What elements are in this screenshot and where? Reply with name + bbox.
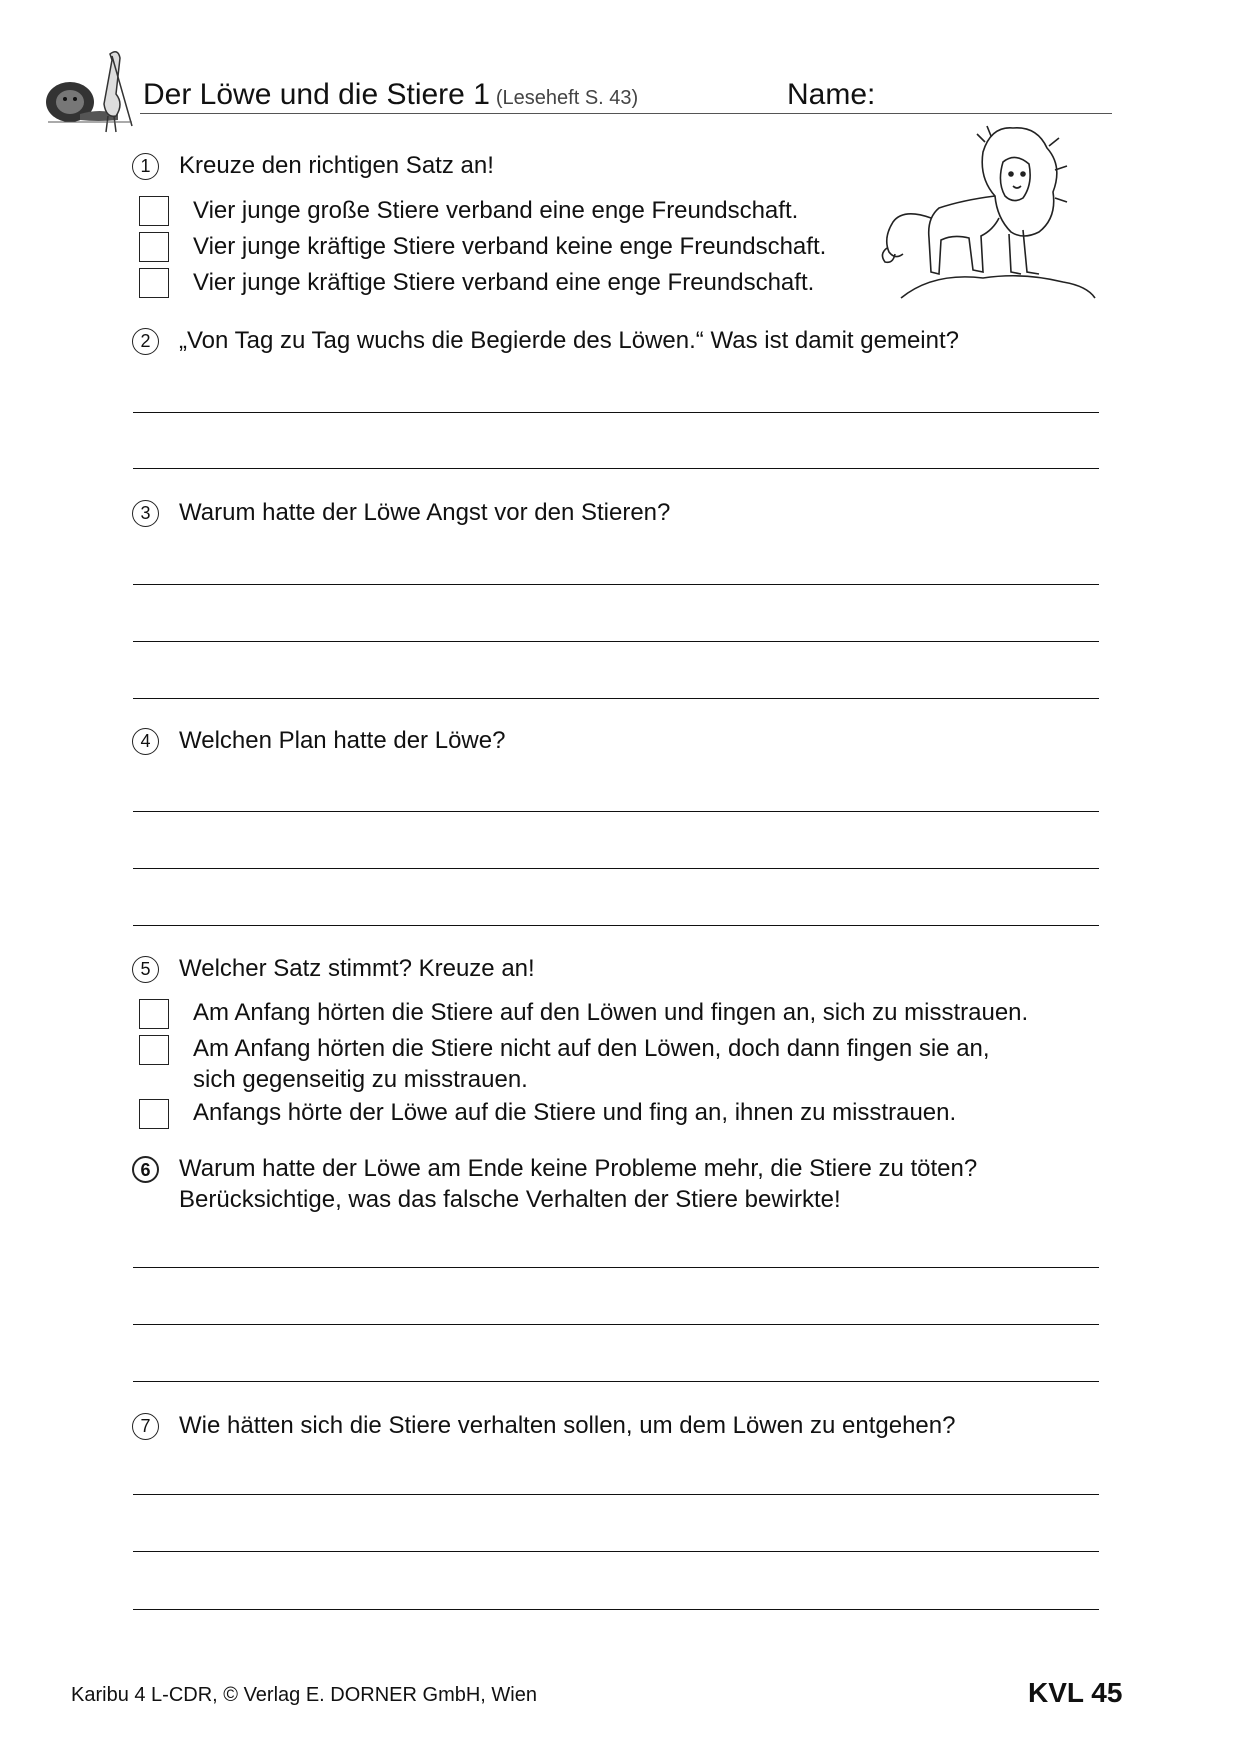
answer-line[interactable] (133, 584, 1099, 585)
question-3-text: Warum hatte der Löwe Angst vor den Stieren? (179, 499, 671, 526)
question-1-text: Kreuze den richtigen Satz an! (179, 152, 494, 179)
question-number-1: 1 (132, 153, 159, 180)
q5-option-2-checkbox[interactable] (139, 1035, 169, 1065)
question-number-6: 6 (132, 1156, 159, 1183)
q5-option-3-checkbox[interactable] (139, 1099, 169, 1129)
question-6-text-line2: Berücksichtige, was das falsche Verhalten der Stiere bewirkte! (179, 1186, 841, 1213)
name-label: Name: (787, 78, 876, 111)
question-number-7: 7 (132, 1413, 159, 1440)
answer-line[interactable] (133, 811, 1099, 812)
footer-page-code: KVL 45 (1028, 1677, 1123, 1708)
question-number-4: 4 (132, 728, 159, 755)
question-4-text: Welchen Plan hatte der Löwe? (179, 727, 506, 754)
q1-option-1-label: Vier junge große Stiere verband eine enge Freundschaft. (193, 197, 799, 224)
answer-line[interactable] (133, 698, 1099, 699)
answer-line[interactable] (133, 641, 1099, 642)
q1-option-3-label: Vier junge kräftige Stiere verband eine enge Freundschaft. (193, 269, 815, 296)
q5-option-1-checkbox[interactable] (139, 999, 169, 1029)
worksheet-title (143, 78, 638, 112)
answer-line[interactable] (133, 1381, 1099, 1382)
q1-option-2-label: Vier junge kräftige Stiere verband keine enge Freundschaft. (193, 233, 827, 260)
title-text: Der Löwe und die Stiere 1 (143, 78, 490, 111)
answer-line[interactable] (133, 925, 1099, 926)
answer-line[interactable] (133, 1324, 1099, 1325)
q5-option-2-label-cont: sich gegenseitig zu misstrauen. (193, 1066, 528, 1093)
q1-option-3-checkbox[interactable] (139, 268, 169, 298)
q5-option-2-label: Am Anfang hörten die Stiere nicht auf den Löwen, doch dann fingen sie an, (193, 1035, 990, 1062)
question-number-2: 2 (132, 328, 159, 355)
answer-line[interactable] (133, 868, 1099, 869)
footer-copyright: Karibu 4 L-CDR, © Verlag E. DORNER GmbH, Wien (71, 1684, 537, 1706)
q1-option-1-checkbox[interactable] (139, 196, 169, 226)
answer-line[interactable] (133, 1551, 1099, 1552)
title-subtitle: (Leseheft S. 43) (495, 87, 639, 109)
q5-option-3-label: Anfangs hörte der Löwe auf die Stiere und fing an, ihnen zu misstrauen. (193, 1099, 957, 1126)
question-6-text: Warum hatte der Löwe am Ende keine Probleme mehr, die Stiere zu töten? (179, 1155, 978, 1182)
answer-line[interactable] (133, 1494, 1099, 1495)
question-2-text: „Von Tag zu Tag wuchs die Begierde des Löwen.“ Was ist damit gemeint? (179, 327, 959, 354)
question-5-text: Welcher Satz stimmt? Kreuze an! (179, 955, 535, 982)
question-7-text: Wie hätten sich die Stiere verhalten sollen, um dem Löwen zu entgehen? (179, 1412, 956, 1439)
answer-line[interactable] (133, 1609, 1099, 1610)
lion-illustration (873, 122, 1100, 308)
q1-option-2-checkbox[interactable] (139, 232, 169, 262)
title-rule (140, 113, 1112, 114)
q5-option-1-label: Am Anfang hörten die Stiere auf den Löwen und fingen an, sich zu misstrauen. (193, 999, 1029, 1026)
lion-pelican-logo (40, 44, 140, 140)
question-number-3: 3 (132, 500, 159, 527)
answer-line[interactable] (133, 1267, 1099, 1268)
answer-line[interactable] (133, 412, 1099, 413)
question-number-5: 5 (132, 956, 159, 983)
answer-line[interactable] (133, 468, 1099, 469)
